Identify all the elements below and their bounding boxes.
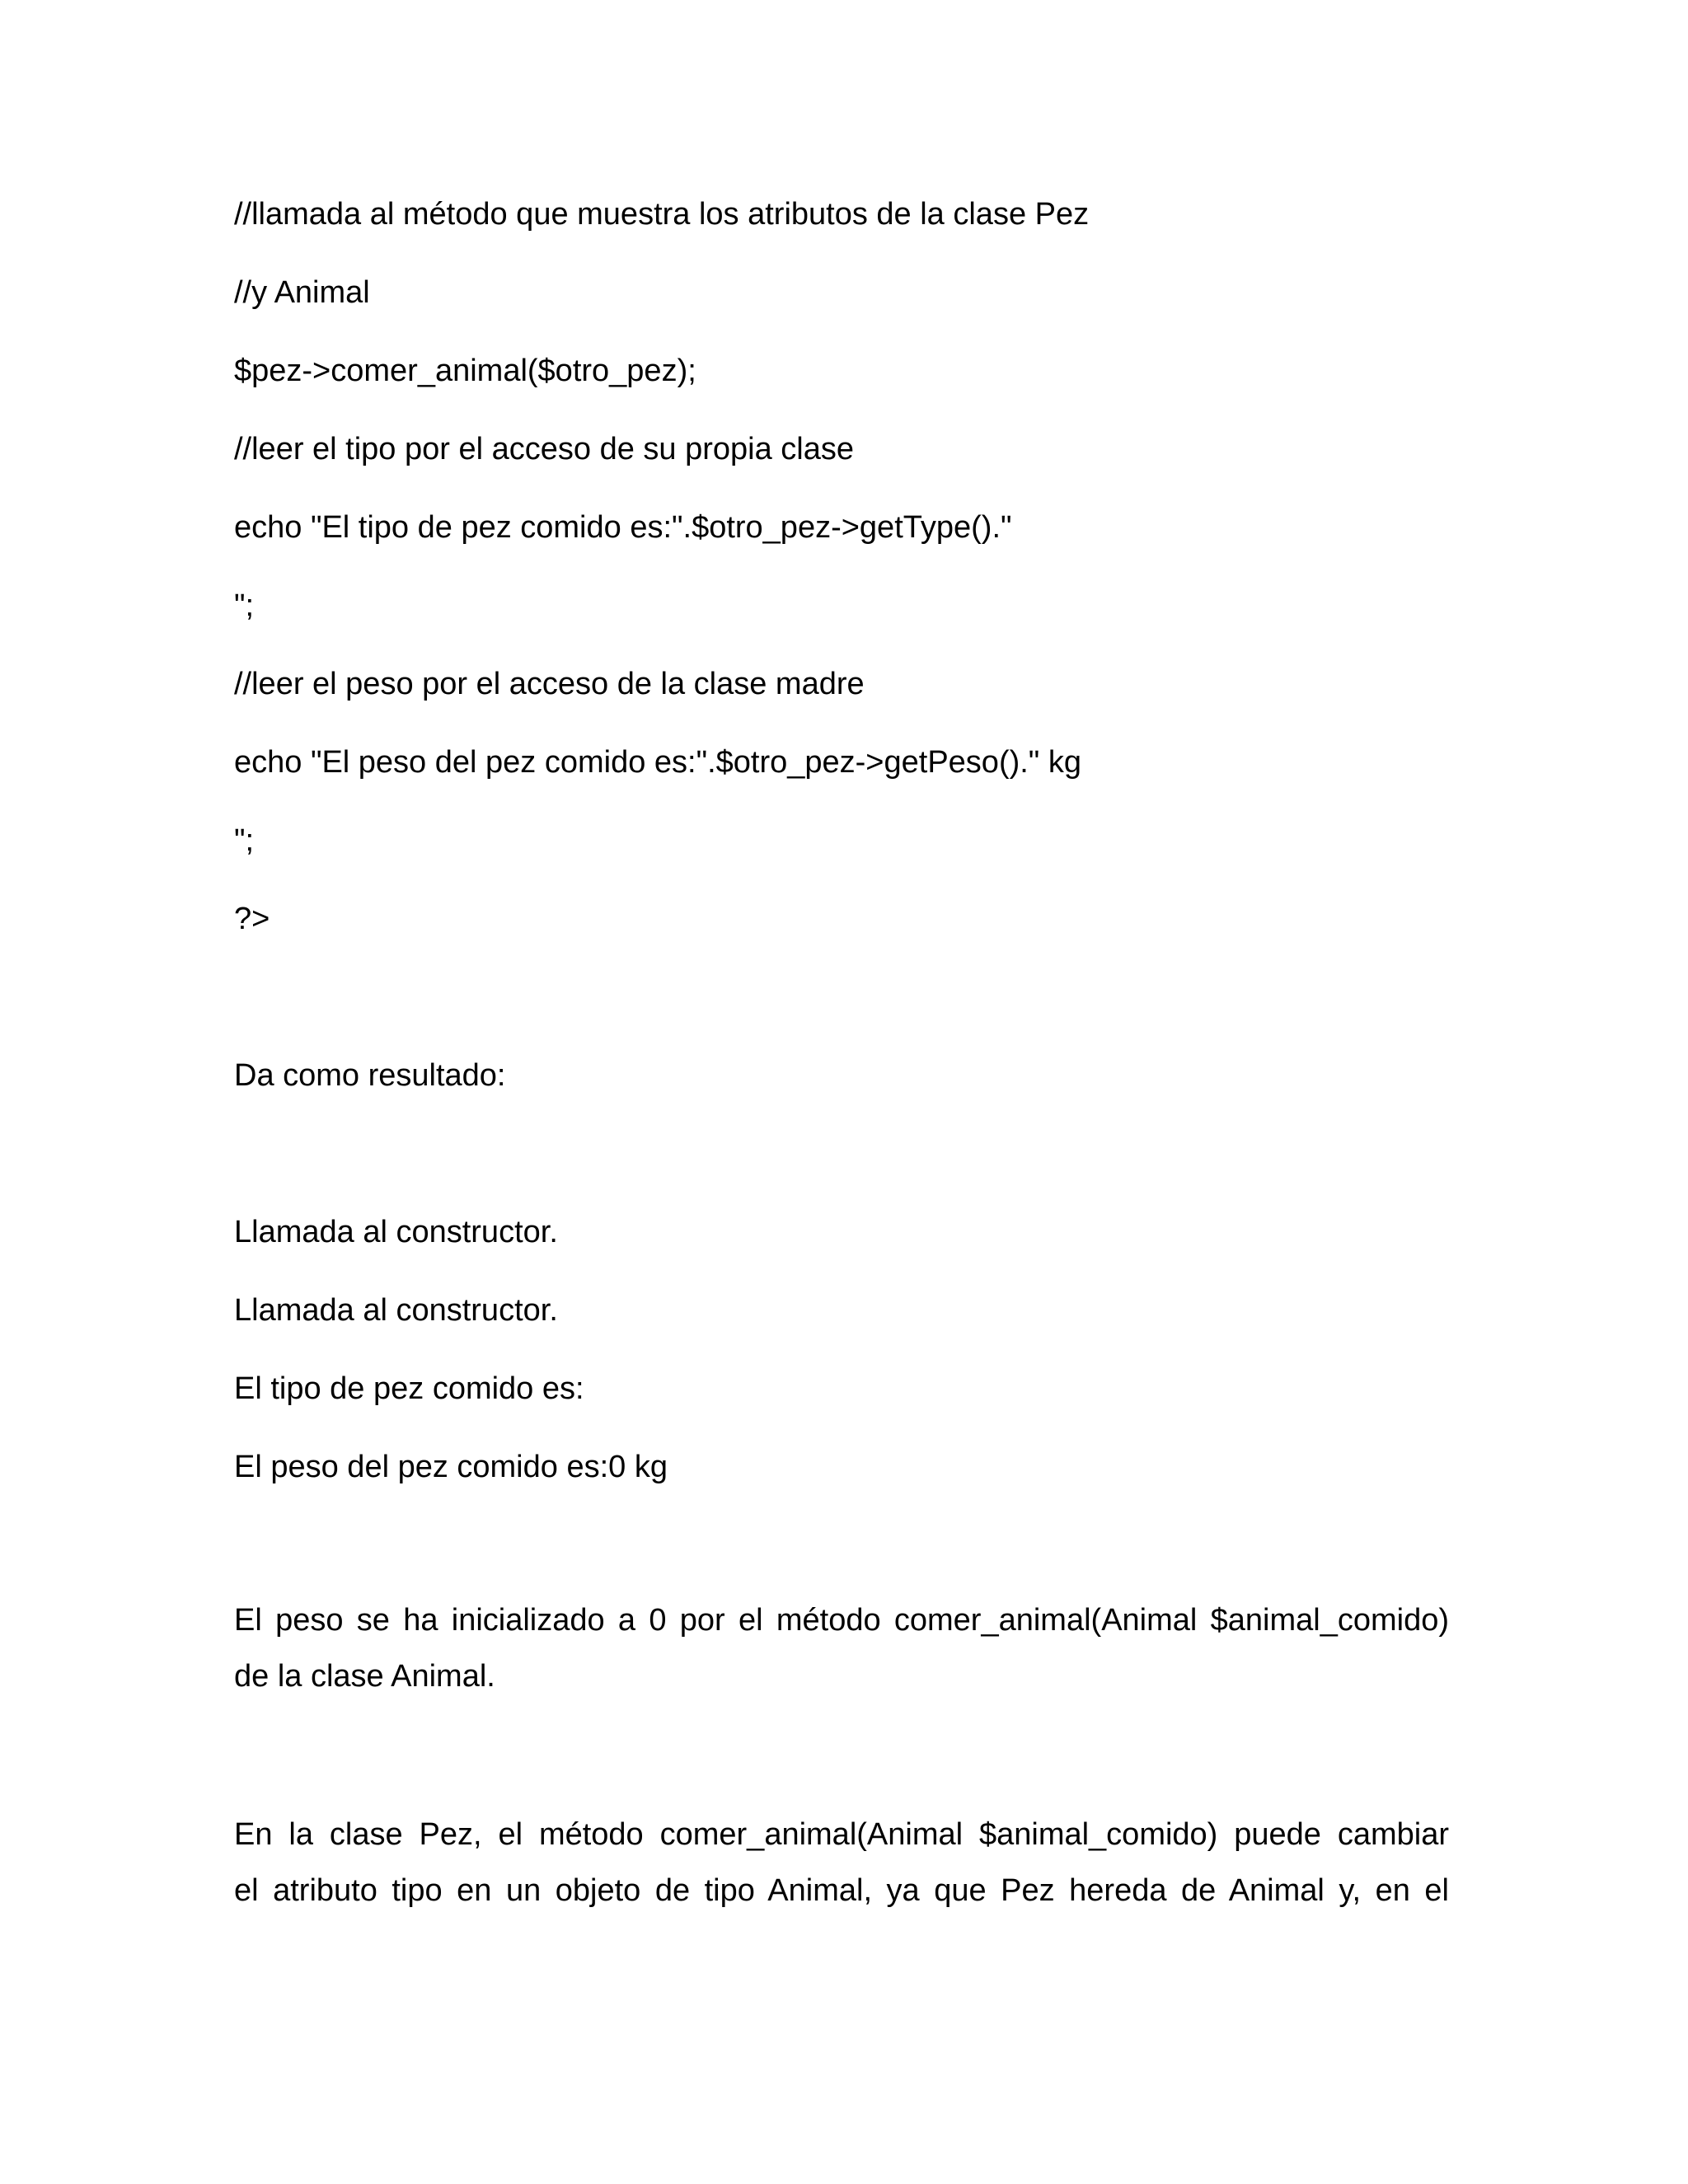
code-line: ?> bbox=[234, 902, 270, 936]
result-heading: Da como resultado: bbox=[234, 1058, 506, 1093]
output-line: El tipo de pez comido es: bbox=[234, 1371, 584, 1406]
code-comment-line: //llamada al método que muestra los atributos de la clase Pez bbox=[234, 197, 1090, 232]
output-line: El peso del pez comido es:0 kg bbox=[234, 1450, 668, 1484]
explanation-paragraph-1 bbox=[234, 1592, 1449, 1704]
code-comment-line: //leer el peso por el acceso de la clase madre bbox=[234, 667, 865, 701]
paragraph-line: de la clase Animal. bbox=[234, 1659, 495, 1694]
code-line: "; bbox=[234, 588, 255, 623]
code-line: echo "El tipo de pez comido es:".$otro_pez->getType()." bbox=[234, 510, 1012, 545]
code-line: echo "El peso del pez comido es:".$otro_pez->getPeso()." kg bbox=[234, 745, 1081, 780]
paragraph-line: el atributo tipo en un objeto de tipo Animal, ya que Pez hereda de Animal y, en el bbox=[234, 1873, 1449, 1908]
code-comment-line: //y Animal bbox=[234, 275, 370, 310]
paragraph-line: El peso se ha inicializado a 0 por el método comer_animal(Animal $animal_comido) bbox=[234, 1603, 1449, 1638]
code-comment-line: //leer el tipo por el acceso de su propia clase bbox=[234, 432, 854, 466]
output-line: Llamada al constructor. bbox=[234, 1293, 558, 1328]
output-line: Llamada al constructor. bbox=[234, 1215, 558, 1249]
code-line: $pez->comer_animal($otro_pez); bbox=[234, 354, 696, 388]
paragraph-line: En la clase Pez, el método comer_animal(Animal $animal_comido) puede cambiar bbox=[234, 1817, 1449, 1852]
explanation-paragraph-2 bbox=[234, 1807, 1449, 1919]
code-line: "; bbox=[234, 823, 255, 858]
